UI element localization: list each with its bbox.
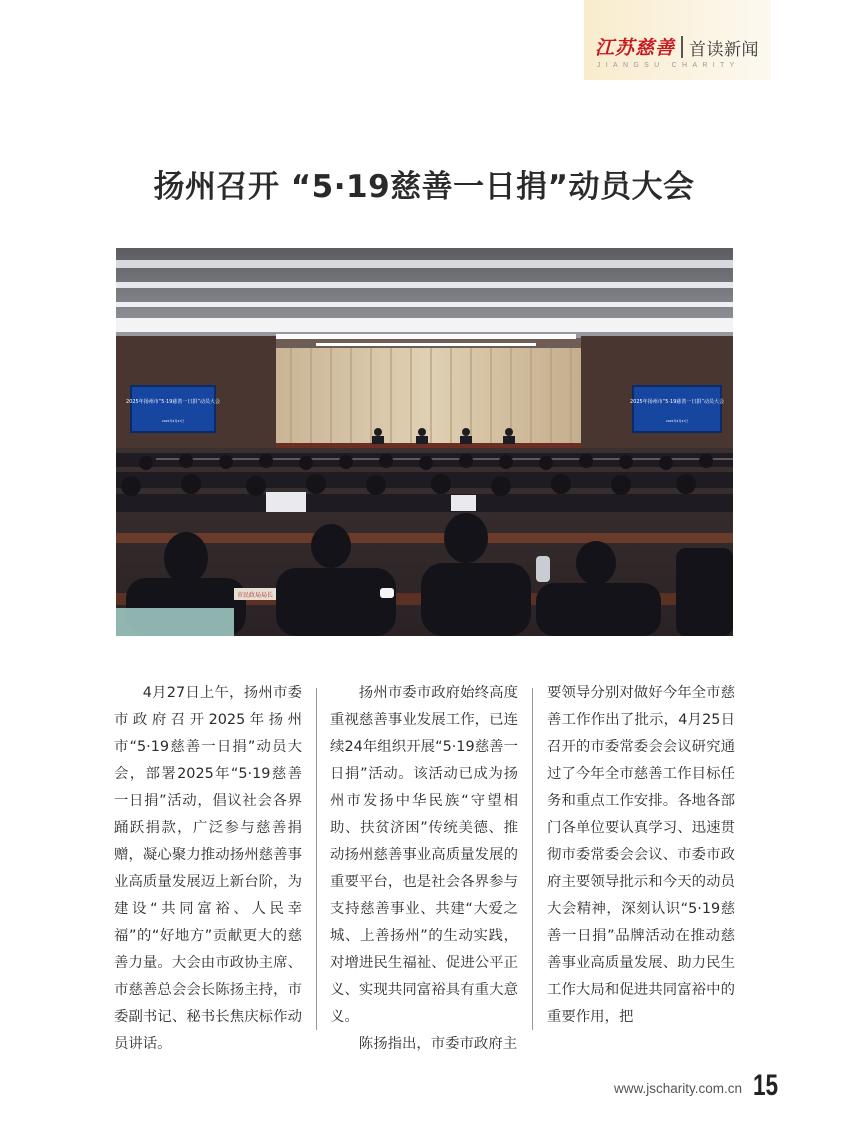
column-divider-1 xyxy=(316,688,317,1030)
article-title: 扬州召开 “5·19慈善一日捐”动员大会 xyxy=(153,169,695,205)
right-screen-title: 2025年扬州市“5·19慈善一日捐”动员大会 xyxy=(629,399,725,405)
brand-english: JIANGSU CHARITY xyxy=(597,62,740,69)
section-label: 首读新闻 xyxy=(689,40,759,60)
article-paragraph-1: 4月27日上午，扬州市委市政府召开2025年扬州市“5·19慈善一日捐”动员大会，部署2025年“5·19慈善一日捐”活动，倡议社会各界踊跃捐款，广泛参与慈善捐赠，凝心聚力推动扬州慈善事业高质量发展迈上新台阶，为建设“共同富裕、人民幸福”的“好地方”贡献更大的慈善力量。大会由市政协主席、市慈善总会会长陈扬主持，市委副书记、秘书长焦庆标作动员讲话。 xyxy=(114,685,302,1052)
meeting-photo xyxy=(116,248,733,636)
article-paragraph-3: 陈扬指出，市委市政府主 xyxy=(358,1036,518,1052)
right-screen-date: 2025年4月27日 xyxy=(665,419,689,423)
article-paragraph-4: 要领导分别对做好今年全市慈善工作作出了批示，4月25日召开的市委常委会会议研究通过了今年全市慈善工作目标任务和重点工作安排。各地各部门各单位要认真学习、迅速贯彻市委常委会会议、市委市政府主要领导批示和今天的动员大会精神，深刻认识“5·19慈善一日捐”品牌活动在推动慈善事业高质量发展、助力民生工作大局和促进共同富裕中的重要作用，把 xyxy=(547,685,735,1025)
article-paragraph-2: 扬州市委市政府始终高度重视慈善事业发展工作，已连续24年组织开展“5·19慈善一日捐”活动。该活动已成为扬州市发扬中华民族“守望相助、扶贫济困”传统美德、推动扬州慈善事业高质量发展的重要平台，也是社会各界参与支持慈善事业、共建“大爱之城、上善扬州”的生动实践，对增进民生福祉、促进公平正义、实现共同富裕具有重大意义。 xyxy=(330,685,518,1025)
nameplate-text: 市民政局局长 xyxy=(236,592,274,599)
left-screen-date: 2025年4月27日 xyxy=(161,419,185,423)
page-number: 15 xyxy=(753,1069,779,1102)
column-divider-2 xyxy=(532,688,533,1030)
header-divider xyxy=(681,36,683,58)
article-column-3 xyxy=(547,680,735,1040)
left-screen-title: 2025年扬州市“5·19慈善一日捐”动员大会 xyxy=(125,399,221,405)
article-column-2 xyxy=(330,680,518,1052)
brand-logo: 江苏慈善 xyxy=(595,37,676,59)
website-link[interactable]: www.jscharity.com.cn xyxy=(614,1081,743,1096)
article-column-1 xyxy=(114,680,302,1052)
